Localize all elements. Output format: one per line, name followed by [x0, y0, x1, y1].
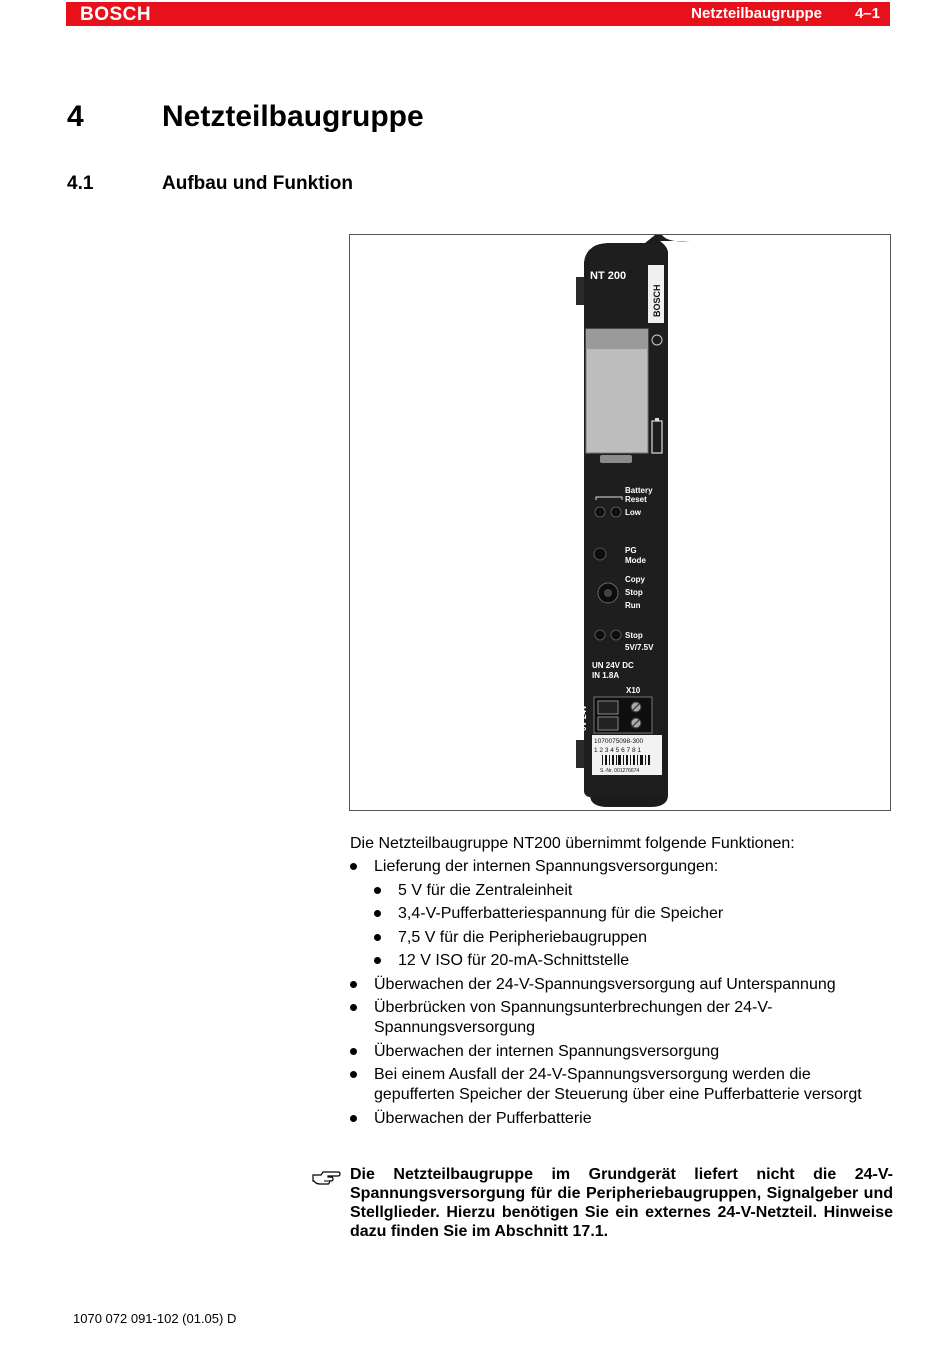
sub-list-item: [374, 904, 895, 924]
stop-label: Stop: [625, 631, 643, 640]
list-item: [350, 857, 895, 971]
section-number: 4.1: [67, 173, 94, 194]
barcode-icon: [602, 755, 650, 765]
run-label: Run: [625, 601, 641, 610]
bullet-icon: [374, 887, 381, 894]
footer-doc-id: 1070 072 091-102 (01.05) D: [73, 1311, 237, 1326]
sub-list-item: [374, 928, 895, 948]
header-bar: [66, 2, 890, 26]
sub-list-item: [374, 881, 895, 901]
voltage-label: 5V/7.5V: [625, 643, 654, 652]
chapter-title: Netzteilbaugruppe: [162, 100, 424, 133]
sub-list-item-text: 12 V ISO für 20-mA-Schnittstelle: [398, 952, 630, 969]
sub-list-item-text: 5 V für die Zentraleinheit: [398, 881, 573, 899]
section-title: Aufbau und Funktion: [162, 173, 354, 194]
mode-label: Mode: [625, 556, 646, 565]
list-item: [350, 975, 895, 995]
bullet-icon: [350, 1115, 357, 1122]
brand-logo: BOSCH: [80, 4, 152, 25]
rating-current: IN 1.8A: [592, 671, 620, 680]
sub-list-item: [374, 951, 895, 971]
note-text: Die Netzteilbaugruppe im Grundgerät liefert nicht die 24-V-Spannungsversorgung für die Peripheriebaugruppen, Signalgeber und Stellglieder. Hierzu benötigen Sie ein externes 24-V-Netzteil. Hinweise dazu finden Sie im Abschnitt 17.1.: [350, 1166, 893, 1240]
list-item: [350, 1065, 895, 1105]
header-title: Netzteilbaugruppe: [691, 5, 822, 22]
bullet-icon: [350, 981, 357, 988]
chapter-number: 4: [67, 100, 84, 133]
function-description: [350, 834, 895, 1132]
list-item: [350, 1042, 895, 1062]
list-item-text: Überwachen der internen Spannungsversorgung: [374, 1042, 720, 1060]
stop-switch-label: Stop: [625, 588, 643, 597]
bullet-icon: [374, 957, 381, 964]
reset-button: [595, 507, 605, 517]
list-item: [350, 1109, 895, 1129]
sub-list-item-text: 7,5 V für die Peripheriebaugruppen: [398, 928, 648, 946]
reset-label: Reset: [625, 495, 647, 504]
serial-number: S.-Nr. 001276674: [600, 768, 640, 774]
module-brand: BOSCH: [652, 284, 662, 317]
list-item-text: Bei einem Ausfall der 24-V-Spannungsversorgung werden die gepufferten Speicher der Steuerung über eine Pufferbatterie versorgt: [374, 1066, 862, 1103]
sub-list: [374, 881, 895, 972]
bullet-icon: [350, 863, 357, 870]
module-label: NT 200: [590, 270, 627, 282]
list-item-text: Überbrücken von Spannungsunterbrechungen der 24-V-Spannungsversorgung: [374, 999, 773, 1036]
bullet-icon: [350, 1004, 357, 1011]
module-figure: [349, 234, 891, 811]
pg-label: PG: [625, 546, 637, 555]
list-item: [350, 998, 895, 1038]
sub-list-item-text: 3,4-V-Pufferbatteriespannung für die Speicher: [398, 905, 724, 922]
index-strip: 1 2 3 4 5 6 7 8 1: [594, 747, 641, 754]
page-number: 4–1: [854, 5, 880, 22]
connector-label: X10: [626, 686, 641, 695]
bullet-icon: [350, 1048, 357, 1055]
module-illustration: [350, 235, 890, 810]
low-led: [611, 507, 621, 517]
list-item-text: Überwachen der Pufferbatterie: [374, 1109, 592, 1127]
rating-voltage: UN 24V DC: [592, 661, 634, 670]
list-item-text: Lieferung der internen Spannungsversorgungen:: [374, 858, 719, 875]
intro-text: Die Netzteilbaugruppe NT200 übernimmt folgende Funktionen:: [350, 835, 795, 852]
function-list: [350, 857, 895, 1129]
stop-led: [595, 630, 605, 640]
pg-led: [594, 548, 606, 560]
pointing-hand-icon: [311, 1167, 341, 1187]
part-number: 1070075098-300: [594, 738, 644, 745]
voltage-led: [611, 630, 621, 640]
copy-label: Copy: [625, 575, 645, 584]
bullet-icon: [374, 910, 381, 917]
low-label: Low: [625, 508, 641, 517]
bullet-icon: [374, 934, 381, 941]
battery-label: Battery: [625, 486, 653, 495]
list-item-text: Überwachen der 24-V-Spannungsversorgung auf Unterspannung: [374, 975, 836, 993]
bullet-icon: [350, 1071, 357, 1078]
terminal-labels: 0V 24V: [579, 704, 588, 731]
